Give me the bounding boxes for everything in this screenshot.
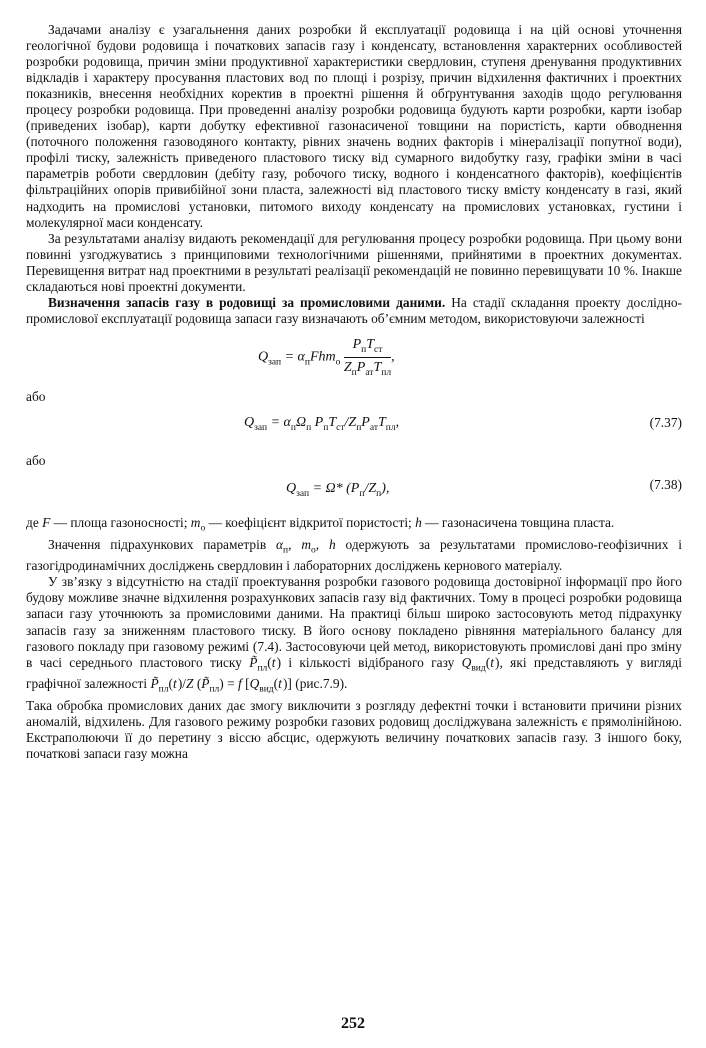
paragraph-gas-reserves-intro: Визначення запасів газу в родовищі за промисловими даними. На стадії складання проекту дослідно-промислової експлуатації родовища запаси газу визначають об’ємним методом, використовуючи залежності: [26, 294, 683, 326]
paragraph-recommendations: За результатами аналізу видають рекомендації для регулювання процесу розробки родовища. При цьому вони повинні узгоджуватись з принциповими технологічними рішеннями, прийнятими в проектних документах. Перевищення витрат над проектними в результаті реалізації рекомендацій не повинно перевищувати 10 %. Інакше складаються нові проектні документи.: [26, 230, 682, 294]
equation-number: (7.37): [649, 414, 682, 430]
paragraph-data-processing: Така обробка промислових даних дає змогу виключити з розгляду дефектні точки і встановити причини різних аномалій, відхилень. Для газового режиму розробки газових родовищ досліджувана залежність є прямолінійною. Екстраполюючи її до перетину з віссю абсцис, одержують величину початкових запасів газу. З іншого боку, початкові запаси газу можна: [26, 698, 682, 762]
connector-or: або: [26, 452, 46, 468]
paragraph-definitions: де F — площа газоносності; $m_о$ — коефіцієнт відкритої пористості; h — газонасичена товщина пласта.: [26, 514, 615, 534]
formula-7-37: $Q_{зап} = \alpha_п\Omega_п$ $P_пT_{ст}/Z_пP_{ат}T_{пл}$, (7.37): [244, 414, 682, 433]
equation-number: (7.38): [649, 476, 682, 492]
connector-or: або: [26, 388, 46, 404]
formula-volumetric: $Q_{зап} = \alpha_пFhm_о$ $\frac{P_пT_{ст}}{Z_пP_{ат}T_{пл}}$ ,: [258, 336, 395, 378]
paragraph-analysis-tasks: Задачами аналізу є узагальнення даних розробки й експлуатації родовища і на цій основі уточнення геологічної будови родовища і початкових запасів газу і конденсату, встановлення характерних особливостей розробки родовища, причин зміни продуктивної характеристики свердловин, ступеня дренування продуктивних відкладів і характеру просування пластових вод по площі і розрізу, причин відхилення фактичних і проектних показників, внесення необхідних коректив в проектні рішення й обґрунтування заходів щодо регулювання процесу розробки родовища. При проведенні аналізу розробки родовища будують карти розробки, карти ізобар (приведених ізобар), карти добутку ефективної газонасиченої товщини на пористість, карти обводнення (поточного положення газоводяного контакту, рівних значень водних факторів і мінералізації попутної води), профілі тиску, залежність приведеного пластового тиску від сумарного видобутку газу, графіки зміни в часі параметрів роботи свердловин (дебіту газу, робочого тиску, водного і конденсатного факторів), коефіцієнтів фільтраційних опорів привибійної зони пласта, залежності від пластового тиску вмісту конденсату в газі, який надходить на промислові установки, питомого виходу конденсату на промислових установках, густини і молекулярної маси конденсату.: [26, 22, 682, 230]
paragraph-pressure-method: У зв’язку з відсутністю на стадії проектування розробки газового родовища достовірної інформації про його будову можливе значне відхилення розрахункових запасів газу від фактичних. Тому в процесі розробки родовища запаси газу уточнюють за промисловими даними. На практиці більш широко застосовують метод підрахунку запасів газу за зниженням пластового тиску. В його основу покладено рівняння матеріального балансу для газового покладу при газовому режимі (7.4). Застосовуючи цей метод, використовують промислові дані про зміну в часі середнього пластового тиску $P̃_{пл}(t$ ) і кількості відібраного газу $Q_{вид}(t$ ), які представляють у вигляді графічної залежності $P̃_{пл}(t$ )/Z $(P̃_{пл}) = f$ [$Q_{вид}(t$ )] (рис.7.9).: [26, 574, 682, 695]
page-number: 252: [341, 1015, 365, 1032]
formula-7-38: $Q_{зап} = \Omega*$ $(P_п/Z_п)$, (7.38): [286, 476, 682, 499]
document-page: [26, 22, 682, 762]
paragraph-parameters: Значення підрахункових параметрів $\alpha_п$, $m_о$, h одержують за результатами промислово-геофізичних і газогідродинамічних досліджень свердловин і лабораторних досліджень кернового матеріалу.: [26, 536, 682, 574]
section-heading: Визначення запасів газу в родовищі за промисловими даними.: [48, 294, 446, 310]
